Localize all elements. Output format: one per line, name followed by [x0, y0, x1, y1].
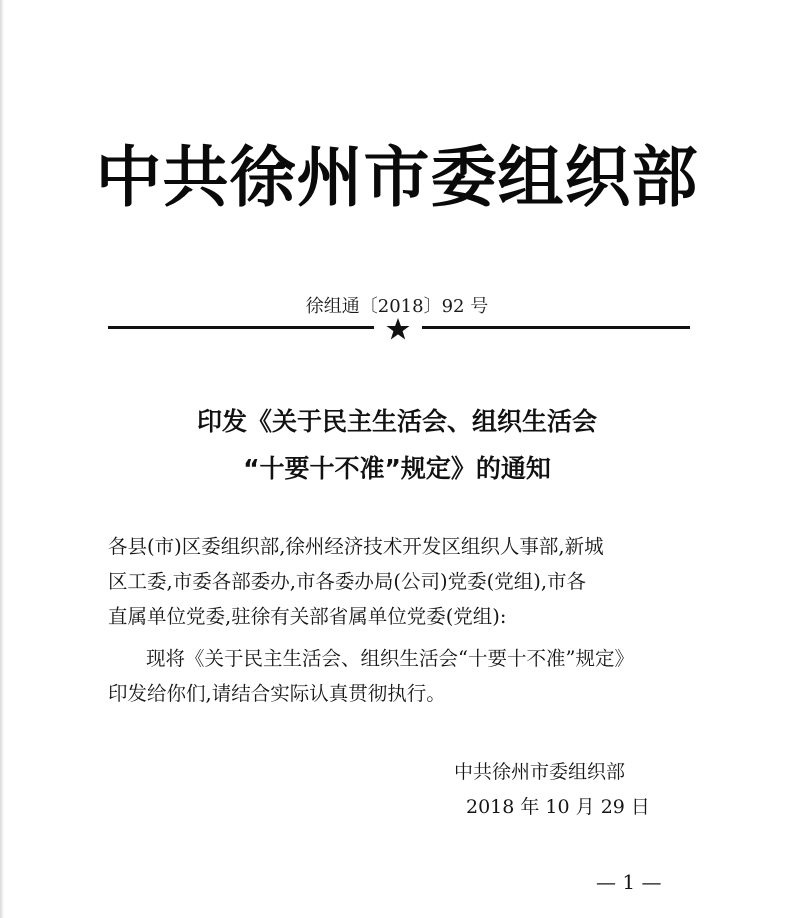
star-icon [385, 316, 411, 342]
masthead-title: 中共徐州市委组织部 [95, 139, 699, 216]
notice-title-line-1: 印发《关于民主生活会、组织生活会 [196, 407, 597, 436]
paragraph-line-1: 现将《关于民主生活会、组织生活会“十要十不准”规定》 [146, 647, 634, 670]
signature-organization: 中共徐州市委组织部 [454, 761, 626, 783]
paragraph-line-2: 印发给你们,请结合实际认真贯彻执行。 [108, 682, 446, 705]
addressee-line-3: 直属单位党委,驻徐有关部省属单位党委(党组): [108, 605, 507, 628]
page-number: — 1 — [596, 870, 662, 894]
notice-title-line-2: “十要十不准”规定》的通知 [243, 454, 551, 483]
separator-rule-right [422, 326, 690, 329]
document-number: 徐组通〔2018〕92 号 [305, 296, 489, 317]
signature-date: 2018 年 10 月 29 日 [466, 796, 650, 818]
addressee-line-2: 区工委,市委各部委办,市各委办局(公司)党委(党组),市各 [108, 570, 587, 593]
separator-rule-left [108, 326, 374, 329]
addressee-line-1: 各县(市)区委组织部,徐州经济技术开发区组织人事部,新城 [108, 535, 604, 558]
